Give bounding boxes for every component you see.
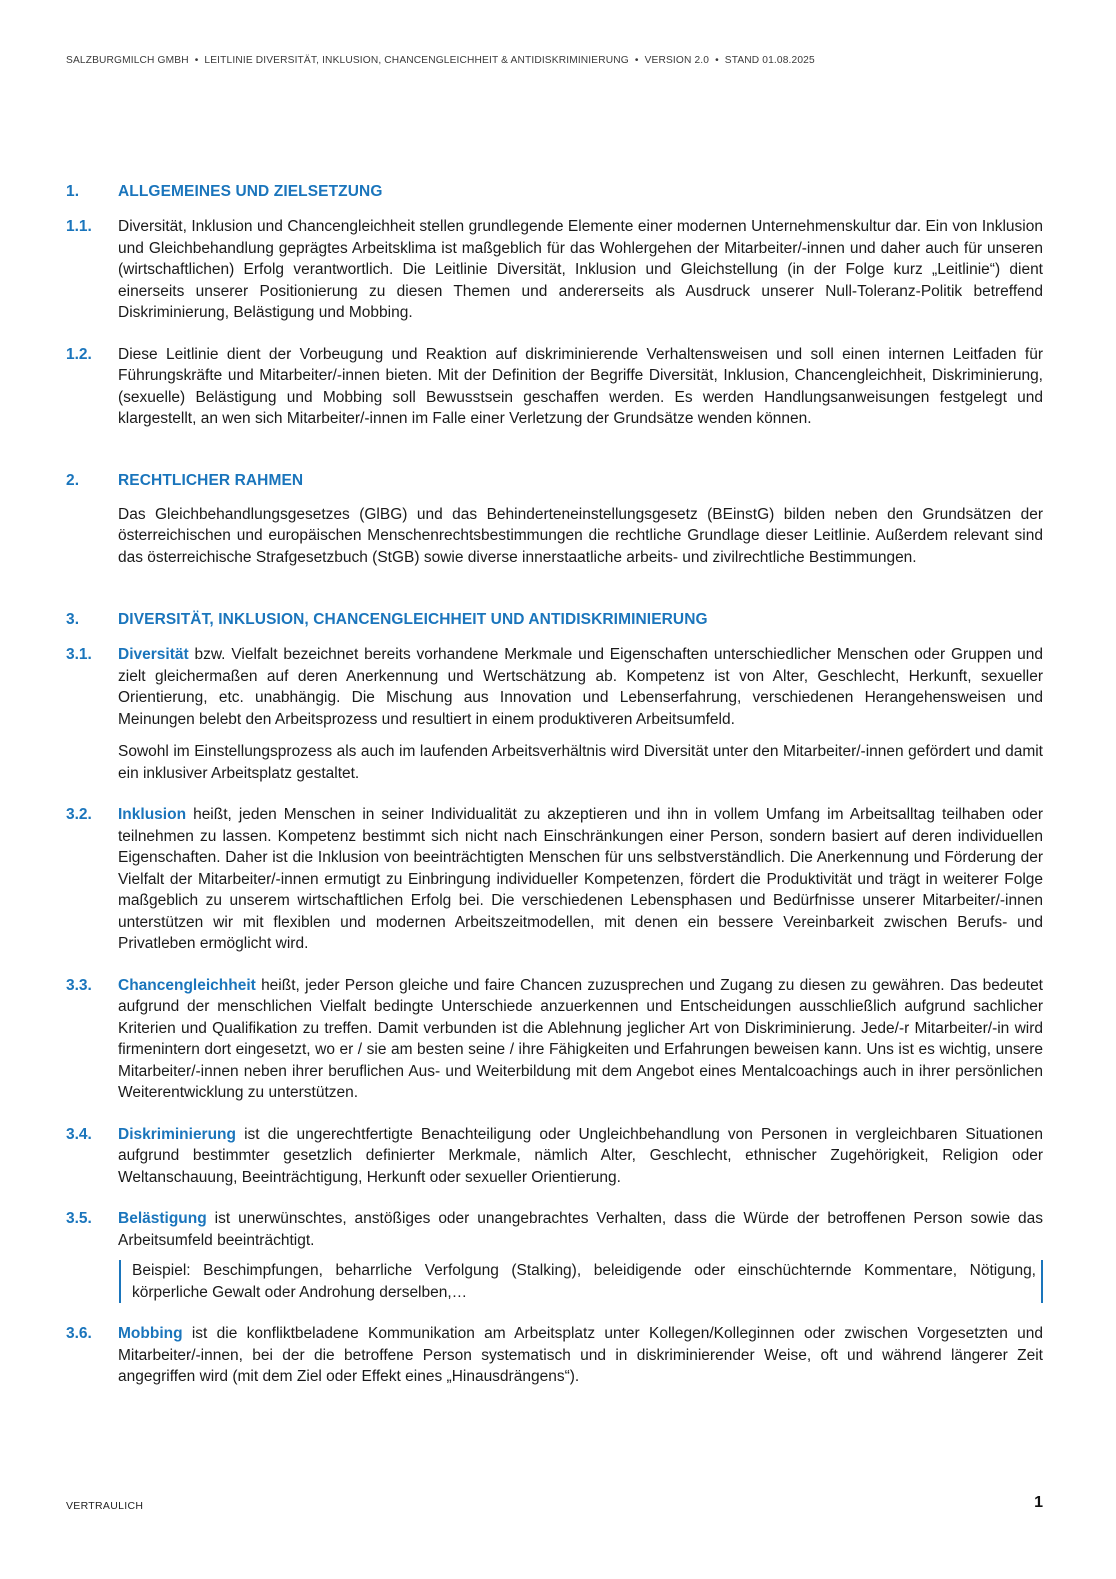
defined-term: Mobbing	[118, 1325, 183, 1342]
paragraph-number: 1.2.	[66, 345, 92, 363]
section-number: 1.	[66, 183, 80, 200]
section-heading	[66, 183, 1043, 201]
paragraph-1-2	[66, 344, 1043, 430]
section-title: ALLGEMEINES UND ZIELSETZUNG	[118, 183, 383, 200]
paragraph-3-3	[66, 975, 1043, 1104]
defined-term: Chancengleichheit	[118, 976, 256, 994]
paragraph-number: 1.1.	[66, 218, 92, 235]
paragraph-text: Chancengleichheit heißt, jeder Person gleiche und faire Chancen zuzusprechen und Zugang zu diesen zu gewähren. Das bedeutet aufgrund der menschlichen Vielfalt bedingte Unterschiede anzuerkennen und Entscheidungen ausschließlich aufgrund sachlicher Kriterien und Qualifikation zu treffen. Damit verbunden ist die Ablehnung jeglicher Art von Diskriminierung. Jede/-r Mitarbeiter/-in wird firmenintern dort eingesetzt, wo er / sie am besten seine / ihre Fähigkeiten und Erfahrungen beweisen kann. Uns ist es wichtig, unsere Mitarbeiter/-innen neben ihrer beruflichen Aus- und Weiterbildung mit dem Angebot eines Mentalcoachings auch in ihrer persönlichen Weiterentwicklung zu unterstützen.	[118, 976, 1043, 1101]
paragraph-text: Diese Leitlinie dient der Vorbeugung und Reaktion auf diskriminierende Verhaltensweisen und soll einen internen Leitfaden für Führungskräfte und Mitarbeiter/-innen bieten. Mit der Definition der Begriffe Diversität, Inklusion, Chancengleichheit, Diskriminierung, (sexuelle) Belästigung und Mobbing soll Bewusstsein geschaffen werden. Es werden Handlungsanweisungen festgelegt und klargestellt, an wen sich Mitarbeiter/-innen im Falle einer Verletzung der Grundsätze wenden können.	[118, 345, 1043, 427]
paragraph-number: 3.4.	[66, 1125, 92, 1143]
defined-term: Diskriminierung	[118, 1125, 236, 1143]
paragraph-3-4	[66, 1124, 1043, 1189]
example-box	[119, 1260, 1043, 1303]
paragraph-3-6	[66, 1323, 1043, 1388]
paragraph-3-5	[66, 1208, 1043, 1303]
defined-term: Belästigung	[118, 1210, 207, 1227]
section-number: 3.	[66, 611, 80, 628]
paragraph-number: 3.1.	[66, 646, 92, 663]
header-title: LEITLINIE DIVERSITÄT, INKLUSION, CHANCENGLEICHHEIT & ANTIDISKRIMINIERUNG	[204, 55, 629, 66]
header-separator: •	[194, 55, 199, 66]
paragraph-number: 3.2.	[66, 806, 92, 823]
paragraph-number: 3.5.	[66, 1210, 92, 1227]
section-heading	[66, 611, 1043, 629]
paragraph-text: Sowohl im Einstellungsprozess als auch im laufenden Arbeitsverhältnis wird Diversität unter den Mitarbeiter/-innen gefördert und damit ein inklusiver Arbeitsplatz gestaltet.	[118, 743, 1043, 782]
header-separator: •	[634, 55, 639, 66]
paragraph-text: Diskriminierung ist die ungerechtfertigte Benachteiligung oder Ungleichbehandlung von Personen in vergleichbaren Situationen aufgrund bestimmter gesetzlich definierter Merkmale, nämlich Alter, Geschlecht, ethnischer Zugehörigkeit, Religion oder Weltanschauung, Beeinträchtigung, Herkunft oder sexueller Orientierung.	[118, 1125, 1043, 1186]
paragraph-1-1	[66, 216, 1043, 324]
paragraph-text: Diversität, Inklusion und Chancengleichheit stellen grundlegende Elemente einer modernen Unternehmenskultur dar. Ein von Inklusion und Gleichbehandlung geprägtes Arbeitsklima ist maßgeblich für das Wohlergehen der Mitarbeiter/-innen und daher auch für unseren (wirtschaftlichen) Erfolg verantwortlich. Die Leitlinie Diversität, Inklusion und Gleichstellung (in der Folge kurz „Leitlinie“) dient einerseits unserer Positionierung zu diesen Themen und andererseits als Ausdruck unserer Null-Toleranz-Politik betreffend Diskriminierung, Belästigung und Mobbing.	[118, 218, 1043, 321]
paragraph-number: 3.3.	[66, 976, 92, 994]
running-header	[66, 55, 815, 66]
paragraph-3-1	[66, 644, 1043, 784]
confidentiality-label: VERTRAULICH	[66, 1500, 144, 1512]
header-stand: STAND 01.08.2025	[724, 55, 815, 66]
header-separator: •	[715, 55, 719, 66]
paragraph-text: Belästigung ist unerwünschtes, anstößiges oder unangebrachtes Verhalten, dass die Würde der betroffenen Person sowie das Arbeitsumfeld beeinträchtigt.	[118, 1210, 1043, 1249]
paragraph-3-2	[66, 804, 1043, 955]
paragraph-2	[66, 504, 1043, 569]
section-number: 2.	[66, 471, 80, 489]
document-content	[66, 183, 1043, 1388]
example-text: Beispiel: Beschimpfungen, beharrliche Verfolgung (Stalking), beleidigende oder einschüchternde Kommentare, Nötigung, körperliche Gewalt oder Androhung derselben,…	[132, 1262, 1036, 1301]
section-heading	[66, 472, 1043, 490]
page-number: 1	[1034, 1494, 1043, 1511]
section-title: RECHTLICHER RAHMEN	[118, 471, 304, 489]
section-title: DIVERSITÄT, INKLUSION, CHANCENGLEICHHEIT UND ANTIDISKRIMINIERUNG	[118, 611, 708, 628]
header-version: VERSION 2.0	[644, 55, 710, 66]
paragraph-text: Inklusion heißt, jeden Menschen in seiner Individualität zu akzeptieren und ihn in vollem Umfang im Arbeitsalltag teilhaben oder teilnehmen zu lassen. Kompetenz bestimmt sich nicht nach Einschränkungen einer Person, sondern basiert auf deren individuellen Eigenschaften. Daher ist die Inklusion von beeinträchtigten Menschen für uns selbstverständlich. Die Anerkennung und Förderung der Vielfalt der Mitarbeiter/-innen ermutigt zu Einbringung individueller Kompetenzen, fördert die Produktivität und trägt in weiterer Folge maßgeblich zu unserem wirtschaftlichen Erfolg bei. Die verschiedenen Lebensphasen und Bedürfnisse unserer Mitarbeiter/-innen unterstützen wir mit flexiblen und modernen Arbeitszeitmodellen, mit denen ein bessere Vereinbarkeit zwischen Berufs- und Privatleben ermöglicht wird.	[118, 806, 1043, 952]
paragraph-text: Das Gleichbehandlungsgesetzes (GlBG) und das Behinderteneinstellungsgesetz (BEinstG) bilden neben den Grundsätzen der österreichischen und europäischen Menschenrechtsbestimmungen die rechtliche Grundlage dieser Leitlinie. Außerdem relevant sind das österreichische Strafgesetzbuch (StGB) sowie diverse innerstaatliche arbeits- und zivilrechtliche Bestimmungen.	[118, 505, 1043, 566]
paragraph-text: Diversität bzw. Vielfalt bezeichnet bereits vorhandene Merkmale und Eigenschaften unterschiedlicher Menschen oder Gruppen und zielt gleichermaßen auf deren Anerkennung und Wertschätzung ab. Kompetenz ist von Alter, Geschlecht, Herkunft, sexueller Orientierung, etc. unabhängig. Die Mischung aus Innovation und Lebenserfahrung, verschiedenen Herangehensweisen und Meinungen belebt den Arbeitsprozess und resultiert in einem produktiveren Arbeitsumfeld.	[118, 646, 1043, 728]
paragraph-text: Mobbing ist die konfliktbeladene Kommunikation am Arbeitsplatz unter Kollegen/Kolleginnen oder zwischen Vorgesetzten und Mitarbeiter/-innen, bei der die betroffene Person systematisch und in diskriminierender Weise, oft und während längerer Zeit angegriffen wird (mit dem Ziel oder Effekt eines „Hinausdrängens“).	[118, 1325, 1043, 1385]
defined-term: Diversität	[118, 646, 189, 663]
paragraph-number: 3.6.	[66, 1325, 92, 1342]
defined-term: Inklusion	[118, 806, 187, 823]
header-company: SALZBURGMILCH GMBH	[66, 55, 189, 66]
